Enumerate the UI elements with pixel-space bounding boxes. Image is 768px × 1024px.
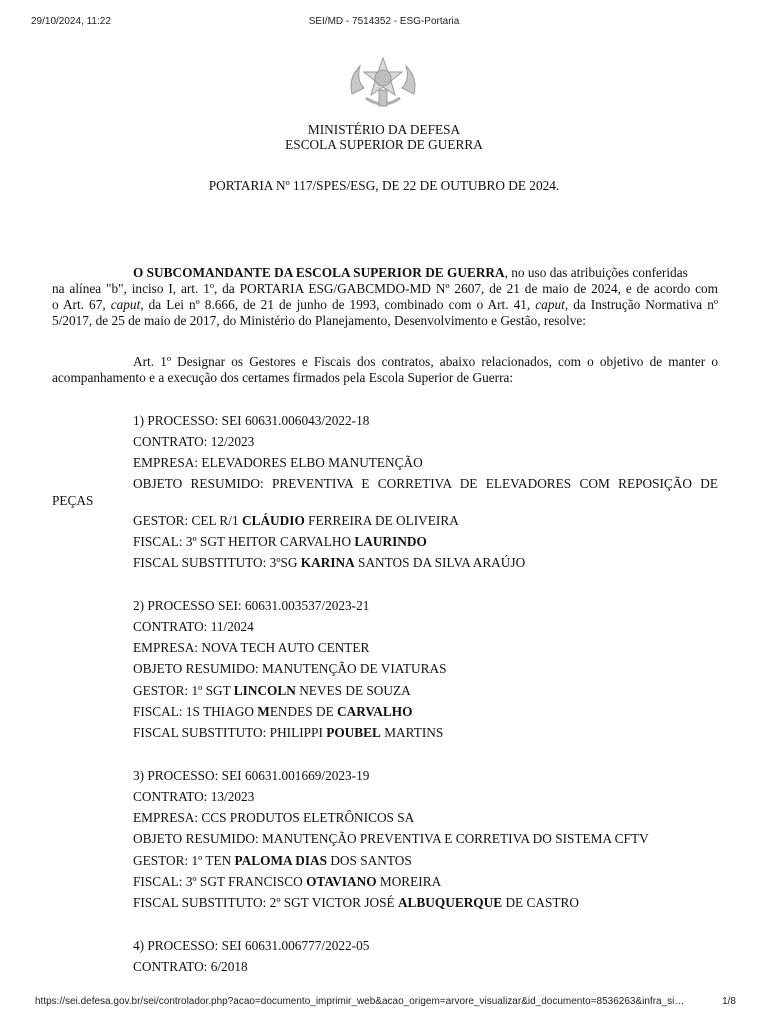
item-3-gestor-bold: PALOMA DIAS — [234, 853, 327, 868]
item-3-contrato: CONTRATO: 13/2023 — [133, 789, 255, 804]
item-2-gestor-bold: LINCOLN — [233, 683, 296, 698]
item-2-gestor-rank: GESTOR: 1º SGT — [133, 683, 234, 698]
item-3-subst-bold: ALBUQUERQUE — [397, 895, 503, 910]
item-2-fiscal-initial-bold: M — [257, 704, 270, 719]
coat-of-arms-seal — [346, 54, 420, 116]
preamble-bold: O SUBCOMANDANTE DA ESCOLA SUPERIOR DE GUERRA — [133, 265, 505, 280]
item-1-gestor — [133, 513, 459, 529]
item-2-contrato: CONTRATO: 11/2024 — [133, 619, 254, 634]
item-2-fiscal-mid: ENDES DE — [269, 704, 338, 719]
item-3-processo: 3) PROCESSO: SEI 60631.001669/2023-19 — [133, 768, 370, 783]
article-line-2: acompanhamento e a execução dos certames firmados pela Escola Superior de Guerra: — [52, 370, 514, 385]
print-page-number: 1/8 — [722, 996, 736, 1007]
preamble-line-3a: o Art. 67, — [52, 297, 111, 312]
item-2-fiscal-rank: FISCAL: 1S THIAGO — [133, 704, 258, 719]
print-footer — [0, 996, 768, 1010]
preamble-line-4: 5/2017, de 25 de maio de 2017, do Ministério do Planejamento, Desenvolvimento e Gestão, resolve: — [52, 313, 586, 328]
item-2-gestor-rest: NEVES DE SOUZA — [295, 683, 411, 698]
print-datetime: 29/10/2024, 11:22 — [31, 16, 111, 27]
item-2-empresa: EMPRESA: NOVA TECH AUTO CENTER — [133, 640, 370, 655]
preamble-caput-2: caput, — [535, 297, 569, 312]
item-1-objeto: OBJETO RESUMIDO: PREVENTIVA E CORRETIVA DE ELEVADORES COM REPOSIÇÃO DE — [133, 476, 718, 491]
item-3-objeto: OBJETO RESUMIDO: MANUTENÇÃO PREVENTIVA E CORRETIVA DO SISTEMA CFTV — [133, 831, 649, 846]
item-2-fiscal — [133, 704, 412, 720]
portaria-title: PORTARIA Nº 117/SPES/ESG, DE 22 DE OUTUBRO DE 2024. — [208, 178, 560, 193]
item-3-fiscal-rank: FISCAL: 3º SGT FRANCISCO — [133, 874, 307, 889]
preamble-line-2: na alínea "b", inciso I, art. 1º, da PORTARIA ESG/GABCMDO-MD Nº 2607, de 21 de maio de 2024, e de acordo com — [52, 281, 718, 296]
article-line-1: Art. 1º Designar os Gestores e Fiscais dos contratos, abaixo relacionados, com o objetivo de manter o — [133, 354, 718, 369]
item-1-empresa: EMPRESA: ELEVADORES ELBO MANUTENÇÃO — [133, 455, 423, 470]
item-3-empresa: EMPRESA: CCS PRODUTOS ELETRÔNICOS SA — [133, 810, 415, 825]
item-3-fiscal-rest: MOREIRA — [376, 874, 442, 889]
item-1-fiscal-substituto — [133, 555, 525, 571]
item-3-gestor — [133, 853, 412, 869]
item-1-processo: 1) PROCESSO: SEI 60631.006043/2022-18 — [133, 413, 370, 428]
item-1-fiscal-bold: LAURINDO — [354, 534, 427, 549]
print-header — [0, 16, 768, 30]
item-3-fiscal-substituto — [133, 895, 579, 911]
item-1-objeto-continuation: PEÇAS — [52, 493, 94, 508]
preamble-caput-1: caput, — [110, 297, 144, 312]
item-1-subst-rest: SANTOS DA SILVA ARAÚJO — [354, 555, 526, 570]
item-3-subst-rank: FISCAL SUBSTITUTO: 2º SGT VICTOR JOSÉ — [133, 895, 398, 910]
preamble-line-1 — [52, 265, 718, 281]
item-2-subst-rest: MARTINS — [380, 725, 444, 740]
preamble-line-3 — [52, 297, 718, 313]
item-1-gestor-bold: CLÁUDIO — [241, 513, 305, 528]
item-4-contrato: CONTRATO: 6/2018 — [133, 959, 248, 974]
item-3-fiscal — [133, 874, 441, 890]
item-2-gestor — [133, 683, 411, 699]
item-2-objeto: OBJETO RESUMIDO: MANUTENÇÃO DE VIATURAS — [133, 661, 447, 676]
item-4-processo: 4) PROCESSO: SEI 60631.006777/2022-05 — [133, 938, 370, 953]
item-3-gestor-rest: DOS SANTOS — [327, 853, 412, 868]
print-url: https://sei.defesa.gov.br/sei/controlador.php?acao=documento_imprimir_web&acao_origem=arvore_visualizar&id_documento=8536263&infra_si… — [35, 996, 685, 1007]
preamble-line-3b: da Lei nº 8.666, de 21 de junho de 1993, combinado com o Art. 41, — [143, 297, 536, 312]
item-1-contrato: CONTRATO: 12/2023 — [133, 434, 255, 449]
item-2-subst-bold: POUBEL — [326, 725, 381, 740]
item-2-fiscal-substituto — [133, 725, 443, 741]
item-1-fiscal — [133, 534, 427, 550]
item-3-subst-rest: DE CASTRO — [502, 895, 579, 910]
item-2-processo: 2) PROCESSO SEI: 60631.003537/2023-21 — [133, 598, 370, 613]
ministry-name: MINISTÉRIO DA DEFESA — [307, 122, 461, 137]
item-1-gestor-rest: FERREIRA DE OLIVEIRA — [304, 513, 459, 528]
preamble-line-3c: da Instrução Normativa nº — [568, 297, 718, 312]
item-3-fiscal-bold: OTAVIANO — [306, 874, 377, 889]
item-1-subst-rank: FISCAL SUBSTITUTO: 3ºSG — [133, 555, 301, 570]
institution-name: ESCOLA SUPERIOR DE GUERRA — [285, 137, 483, 152]
item-1-fiscal-rank: FISCAL: 3º SGT HEITOR CARVALHO — [133, 534, 355, 549]
item-1-gestor-rank: GESTOR: CEL R/1 — [133, 513, 242, 528]
item-2-subst-rank: FISCAL SUBSTITUTO: PHILIPPI — [133, 725, 327, 740]
article-paragraph — [52, 354, 718, 386]
item-3-gestor-rank: GESTOR: 1º TEN — [133, 853, 235, 868]
item-1-subst-bold: KARINA — [300, 555, 355, 570]
preamble-line-1-rest: , no uso das atribuições conferidas — [504, 265, 688, 280]
print-document-title: SEI/MD - 7514352 - ESG-Portaria — [308, 16, 460, 27]
item-2-fiscal-bold: CARVALHO — [337, 704, 413, 719]
preamble-paragraph — [52, 265, 718, 329]
